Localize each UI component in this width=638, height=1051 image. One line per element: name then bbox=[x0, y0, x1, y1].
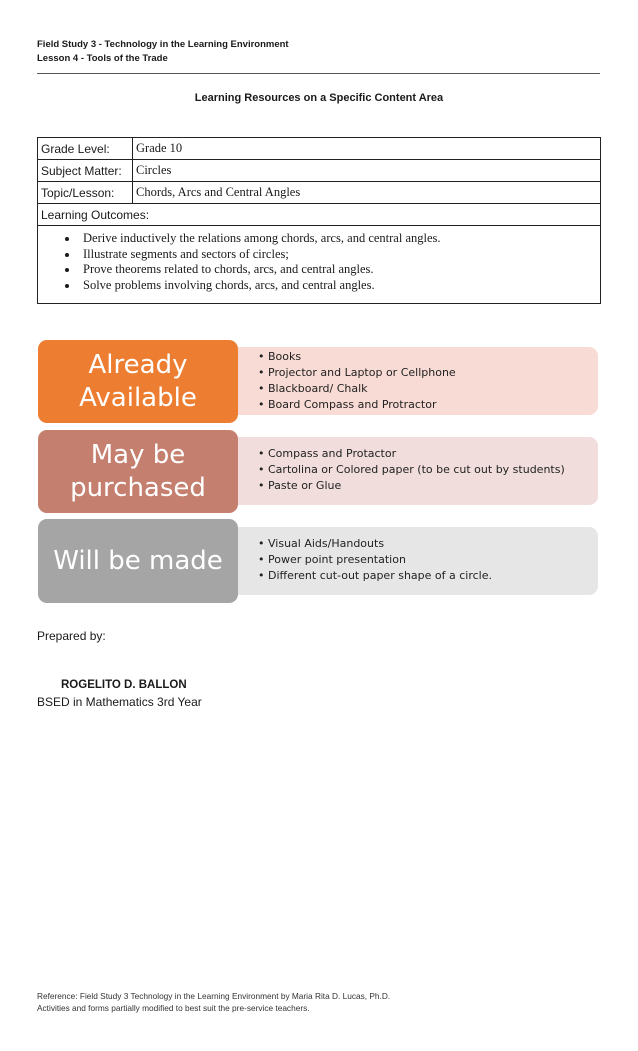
document-title: Learning Resources on a Specific Content Area bbox=[194, 92, 444, 104]
reference-footer bbox=[37, 990, 390, 1014]
subject-value: Circles bbox=[133, 160, 601, 182]
topic-label: Topic/Lesson: bbox=[38, 182, 133, 204]
resource-item: • Compass and Protactor bbox=[258, 446, 598, 462]
resource-item: • Power point presentation bbox=[258, 552, 598, 568]
panel-will-be-made bbox=[230, 527, 598, 595]
topic-row bbox=[38, 182, 601, 204]
outcomes-label-row bbox=[38, 204, 601, 226]
panel-may-be-purchased bbox=[230, 437, 598, 505]
footer-reference: Reference: Field Study 3 Technology in the Learning Environment by Maria Rita D. Lucas, Ph.D. bbox=[37, 991, 391, 1001]
lesson-info-table bbox=[37, 137, 601, 304]
resource-item: • Visual Aids/Handouts bbox=[258, 536, 598, 552]
outcomes-row bbox=[38, 226, 601, 304]
grade-label: Grade Level: bbox=[38, 138, 133, 160]
category-may-be-purchased: May be purchased bbox=[38, 430, 238, 513]
resource-list bbox=[230, 349, 598, 413]
resource-item: • Paste or Glue bbox=[258, 478, 598, 494]
resource-item: • Board Compass and Protractor bbox=[258, 397, 598, 413]
grade-value: Grade 10 bbox=[133, 138, 601, 160]
footer-note: Activities and forms partially modified to best suit the pre-service teachers. bbox=[37, 1003, 310, 1013]
preparer-degree: BSED in Mathematics 3rd Year bbox=[37, 695, 202, 709]
outcome-item: • Prove theorems related to chords, arcs, and central angles. bbox=[79, 262, 600, 278]
grade-row bbox=[38, 138, 601, 160]
resource-list bbox=[230, 536, 598, 584]
outcome-item: • Illustrate segments and sectors of circles; bbox=[79, 247, 600, 263]
outcomes-label: Learning Outcomes: bbox=[38, 204, 601, 226]
topic-value: Chords, Arcs and Central Angles bbox=[133, 182, 601, 204]
header-lesson: Lesson 4 - Tools of the Trade bbox=[37, 53, 168, 64]
category-already-available: Already Available bbox=[38, 340, 238, 423]
subject-label: Subject Matter: bbox=[38, 160, 133, 182]
document-header bbox=[37, 38, 289, 66]
category-will-be-made: Will be made bbox=[38, 519, 238, 603]
prepared-by-label: Prepared by: bbox=[37, 629, 106, 643]
header-course: Field Study 3 - Technology in the Learning Environment bbox=[37, 39, 289, 50]
resource-list bbox=[230, 446, 598, 494]
header-divider bbox=[37, 73, 600, 74]
outcome-item: • Derive inductively the relations among chords, arcs, and central angles. bbox=[79, 231, 600, 247]
resource-item: • Books bbox=[258, 349, 598, 365]
outcome-item: • Solve problems involving chords, arcs, and central angles. bbox=[79, 278, 600, 294]
outcomes-list bbox=[38, 231, 600, 293]
resource-item: • Projector and Laptop or Cellphone bbox=[258, 365, 598, 381]
resource-item: • Blackboard/ Chalk bbox=[258, 381, 598, 397]
resource-item: • Different cut-out paper shape of a circle. bbox=[258, 568, 598, 584]
preparer-name: ROGELITO D. BALLON bbox=[61, 679, 187, 691]
panel-already-available bbox=[230, 347, 598, 415]
subject-row bbox=[38, 160, 601, 182]
resource-item: • Cartolina or Colored paper (to be cut out by students) bbox=[258, 462, 598, 478]
